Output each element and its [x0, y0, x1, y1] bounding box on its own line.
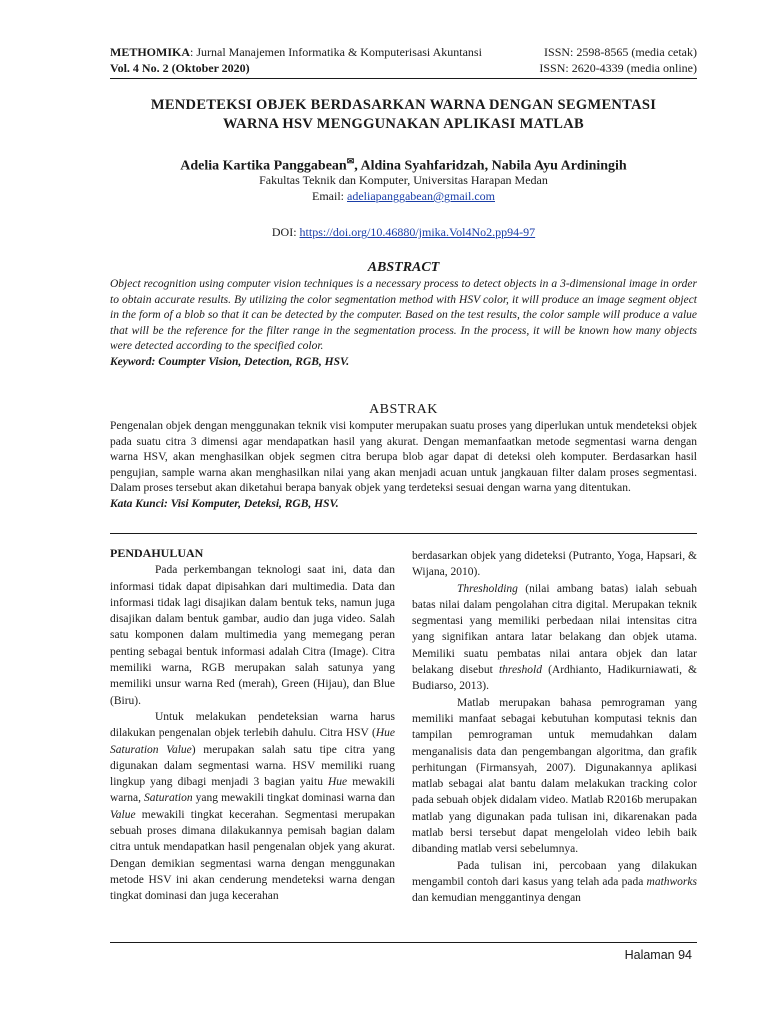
- abstrak-keywords: Kata Kunci: Visi Komputer, Deteksi, RGB, HSV.: [110, 497, 339, 510]
- page-number: Halaman 94: [624, 948, 692, 962]
- issn-online: ISSN: 2620-4339 (media online): [539, 61, 697, 75]
- paper-title: MENDETEKSI OBJEK BERDASARKAN WARNA DENGAN SEGMENTASI WARNA HSV MENGGUNAKAN APLIKASI MATLAB: [150, 97, 657, 132]
- paragraph: Thresholding (nilai ambang batas) ialah sebuah batas nilai dalam pengolahan citra digital. Merupakan teknik segmentasi yang memiliki perbedaan nilai intensitas citra yang signifikan antara latar belakang dan objek utama. Memiliki suatu pembatas nilai antara objek dan latar belakang disebut threshold (Ardhianto, Hadikurniawati, & Budiarso, 2013).: [412, 582, 697, 693]
- paragraph: Pada perkembangan teknologi saat ini, data dan informasi tidak dapat dipisahkan dari multimedia. Data dan informasi tidak lagi disajikan dalam bentuk teks, namun juga disajikan dalam bentuk gambar, audio dan juga video. Salah satu komponen dalam multimedia yang memegang peran penting sebagai bentuk informasi adalah Citra (Image). Citra memiliki warna, RGB merupakan salah satunya yang memiliki unsur warna Red (merah), Green (Hijau), dan Blue (Biru).: [110, 564, 395, 707]
- doi-line: DOI: https://doi.org/10.46880/jmika.Vol4No2.pp94-97: [271, 225, 536, 239]
- journal-title: METHOMIKA: Jurnal Manajemen Informatika & Komputerisasi Akuntansi: [110, 45, 482, 59]
- volume-info: Vol. 4 No. 2 (Oktober 2020): [110, 61, 250, 75]
- paragraph: Matlab merupakan bahasa pemrograman yang memiliki manfaat sebagai kebutuhan komputasi teknis dan tampilan pemrograman untuk memudahkan dalam menganalisis data dan pengembangan algoritma, dan grafik perhitungan (Firmansyah, 2007). Digunakannya aplikasi matlab sebagai alat bantu dalam melakukan tracking color pada sebuah objek didalam video. Matlab R2016b merupakan matlab yang digunakan pada tulisan ini, dikarenakan pada matlab bersi tersebut dapat mengelolah video lebih baik dibanding matlab versi sebelumnya.: [412, 696, 697, 856]
- abstract-heading: ABSTRACT: [367, 260, 440, 275]
- header-rule: [110, 78, 697, 79]
- right-column: [412, 548, 697, 907]
- abstrak-heading: ABSTRAK: [369, 402, 438, 417]
- footer-rule: [110, 942, 697, 943]
- abstract-keywords: Keyword: Coumpter Vision, Detection, RGB, HSV.: [110, 355, 350, 368]
- paragraph: Pada tulisan ini, percobaan yang dilakukan mengambil contoh dari kasus yang telah ada pada mathworks dan kemudian menggantinya dengan: [412, 859, 697, 905]
- envelope-icon: ✉: [346, 156, 355, 166]
- journal-header: [110, 44, 697, 76]
- paragraph: berdasarkan objek yang dideteksi (Putranto, Yoga, Hapsari, & Wijana, 2010).: [412, 550, 697, 579]
- author-list: Adelia Kartika Panggabean✉, Aldina Syahfaridzah, Nabila Ayu Ardiningih: [180, 156, 627, 174]
- email-line: Email: adeliapanggabean@gmail.com: [312, 189, 495, 203]
- issn-print: ISSN: 2598-8565 (media cetak): [544, 45, 697, 59]
- abstract-body: Object recognition using computer vision techniques is a necessary process to detect objects in a 3-dimensional image in order to obtain accurate results. By utilizing the color segmentation method with HSV color, it will produce an image segment object in the form of a blob so that it can be detected by the computer. Based on the test results, the color sample will produce a value that will be the reference for the filter range in the segmentation process. In the process, it will be known how many objects were detected according to the specified color. Keyword: Coumpter Vision, Detection, RGB, HSV.: [110, 278, 697, 368]
- section-rule: [110, 533, 697, 534]
- section-heading: PENDAHULUAN: [110, 546, 204, 560]
- email-link[interactable]: adeliapanggabean@gmail.com: [347, 189, 495, 203]
- doi-link[interactable]: https://doi.org/10.46880/jmika.Vol4No2.pp94-97: [299, 225, 536, 239]
- left-column: [110, 545, 395, 905]
- affiliation: Fakultas Teknik dan Komputer, Universitas Harapan Medan: [259, 173, 548, 187]
- abstrak-body: Pengenalan objek dengan menggunakan teknik visi komputer merupakan suatu proses yang diperlukan untuk mendeteksi objek pada suatu citra 3 dimensi agar mendapatkan hasil yang akurat. Dengan memanfaatkan metode segmentasi warna dengan warna HSV, akan menghasilkan objek segmen citra berupa blob agar dapat di deteksi oleh komputer. Berdasarkan hasil pengujian, sample warna akan menghasilkan nilai yang akan menjadi acuan untuk jangkauan filter dalam proses segmentasi. Dalam proses tersebut akan diketahui berapa banyak objek yang terdeteksi sesuai dengan warna yang ditentukan. Kata Kunci: Visi Komputer, Deteksi, RGB, HSV.: [110, 420, 697, 510]
- paragraph: Untuk melakukan pendeteksian warna harus dilakukan pengenalan objek terlebih dahulu. Citra HSV (Hue Saturation Value) merupakan salah satu tipe citra yang digunakan dalam segmentasi warna. HSV memiliki ruang lingkup yang dibagi menjadi 3 bagian yaitu Hue mewakili warna, Saturation yang mewakili tingkat dominasi warna dan Value mewakili tingkat kecerahan. Segmentasi merupakan sebuah proses dimana dilakukannya pemisah bagian dalam citra untuk mendapatkan hasil pengenalan objek yang akurat. Dengan demikian segmentasi warna dengan menggunakan metode HSV ini akan cenderung mendeteksi warna dengan tingkat dominasi dan juga kecerahan: [110, 710, 396, 903]
